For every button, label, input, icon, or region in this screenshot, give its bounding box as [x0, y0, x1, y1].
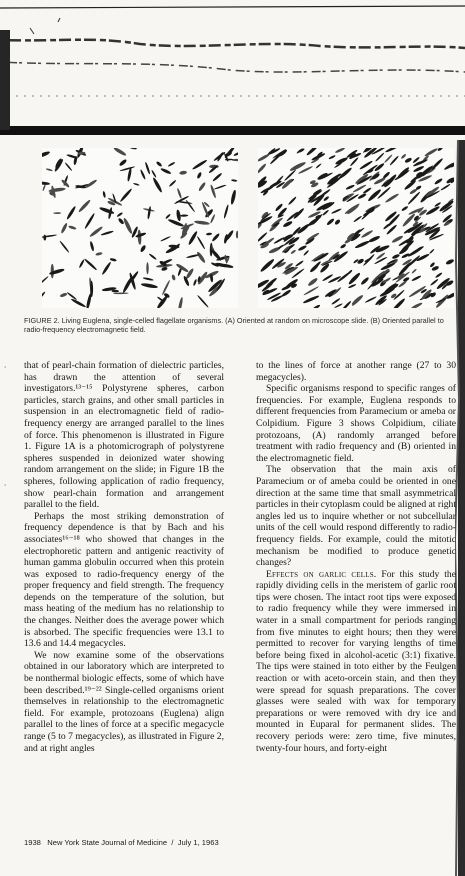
- issue-date: July 1, 1963: [177, 838, 219, 847]
- euglena-cell: [101, 261, 112, 275]
- euglena-cell: [312, 304, 321, 308]
- euglena-cell: [384, 154, 393, 163]
- euglena-cell: [42, 150, 51, 159]
- euglena-cell: [258, 232, 268, 243]
- euglena-cell: [196, 251, 206, 264]
- euglena-cell: [133, 183, 140, 186]
- euglena-cell: [122, 217, 133, 234]
- euglena-cell: [391, 297, 406, 308]
- figure-label: FIGURE 2.: [24, 316, 60, 325]
- euglena-cell: [334, 303, 343, 308]
- euglena-cell: [116, 212, 123, 218]
- margin-mark: ∙: [4, 480, 7, 490]
- euglena-cell: [210, 214, 216, 224]
- euglena-cell: [192, 159, 208, 170]
- euglena-cell: [374, 256, 388, 264]
- footer-separator: /: [171, 838, 174, 847]
- euglena-cell: [140, 244, 147, 252]
- euglena-cell: [89, 226, 104, 238]
- euglena-cell: [233, 151, 238, 156]
- journal-name: New York State Journal of Medicine: [47, 838, 168, 847]
- euglena-cell: [223, 204, 229, 218]
- margin-mark: ∙: [4, 362, 7, 372]
- euglena-cell: [307, 217, 319, 227]
- euglena-cell: [95, 252, 102, 256]
- euglena-cell: [407, 246, 424, 258]
- euglena-cell: [171, 274, 176, 281]
- euglena-cell: [211, 233, 220, 243]
- euglena-cell: [424, 148, 439, 157]
- figure-plate-a-random-euglena: [42, 148, 238, 308]
- euglena-cell: [176, 188, 182, 199]
- euglena-cell: [401, 205, 409, 211]
- euglena-cell: [85, 179, 98, 189]
- euglena-cell: [409, 188, 418, 195]
- euglena-cell: [413, 165, 425, 173]
- euglena-cell: [177, 297, 183, 308]
- euglena-cell: [179, 170, 187, 175]
- euglena-cell: [193, 279, 198, 286]
- euglena-cell: [307, 277, 318, 287]
- euglena-cell: [288, 196, 297, 205]
- euglena-cell: [156, 161, 163, 168]
- euglena-cell: [375, 152, 385, 162]
- figure-plate-b-oriented-euglena: [258, 148, 454, 308]
- euglena-cell: [434, 178, 443, 186]
- euglena-cell: [354, 240, 370, 249]
- euglena-cell: [214, 184, 227, 190]
- euglena-cell: [129, 148, 137, 150]
- euglena-cell: [99, 206, 115, 215]
- right-column: [256, 360, 456, 754]
- right-paragraph-garlic: [256, 569, 456, 755]
- euglena-cell: [401, 153, 407, 159]
- right-paragraph: Specific organisms respond to specific ranges of frequencies. For example, Euglena responds to different frequencies from Paramecium or ameba or Colpidium. Figure 3 shows Colpidium, ciliate protozoans, (A) randomly arranged before treatment with radio frequency and (B) oriented in the electromagnetic field.: [256, 383, 456, 464]
- euglena-cell: [113, 292, 129, 294]
- euglena-cell: [261, 237, 275, 248]
- figure-caption: [24, 316, 460, 334]
- euglena-cell: [210, 184, 217, 198]
- euglena-cell: [89, 241, 94, 252]
- euglena-cell: [345, 184, 355, 190]
- euglena-cell: [127, 167, 132, 181]
- euglena-cell: [194, 220, 210, 225]
- euglena-cell: [119, 188, 132, 203]
- euglena-cell: [187, 230, 198, 245]
- euglena-cell: [42, 291, 46, 299]
- euglena-cell: [258, 163, 267, 174]
- euglena-cell: [141, 282, 158, 288]
- euglena-cell: [230, 189, 237, 204]
- euglena-cell: [160, 236, 171, 242]
- euglena-cell: [84, 258, 98, 271]
- euglena-cell: [404, 157, 412, 164]
- euglena-cell: [112, 290, 119, 293]
- section-run-in-heading: Effects on garlic cells.: [266, 568, 377, 580]
- euglena-cell: [360, 276, 370, 285]
- euglena-cell: [59, 292, 67, 298]
- euglena-cell: [185, 199, 195, 212]
- left-paragraph: We now examine some of the observations obtained in our laboratory which are interpreted to be nonthermal biologic effects, some of which have been described.¹⁹⁻²² Single-celled organisms orient themselves in relationship to the electromagnetic field. For example, protozoans (Euglena) align parallel to the lines of force at a specific megacycle range (5 to 7 megacycles), as illustrated in Figure 2, and at right angles: [24, 649, 224, 754]
- left-column: [24, 360, 224, 754]
- euglena-cell: [398, 280, 408, 288]
- euglena-cell: [335, 156, 349, 165]
- euglena-cell: [198, 182, 207, 192]
- euglena-cell: [160, 167, 172, 175]
- right-paragraph: to the lines of force at another range (27 to 30 megacycles).: [256, 360, 456, 383]
- euglena-cell: [425, 205, 440, 216]
- euglena-cell: [429, 249, 435, 255]
- euglena-cell: [335, 148, 346, 154]
- euglena-cell: [361, 229, 374, 238]
- euglena-cell: [231, 179, 237, 182]
- euglena-cell: [362, 187, 372, 194]
- euglena-cell: [264, 260, 274, 268]
- euglena-cell: [186, 254, 200, 259]
- euglena-cell: [147, 206, 151, 219]
- euglena-cell: [169, 180, 177, 188]
- euglena-cell: [151, 170, 157, 178]
- euglena-cell: [146, 262, 148, 274]
- euglena-cell: [340, 243, 347, 249]
- euglena-cell: [46, 168, 53, 172]
- euglena-cell: [140, 169, 146, 180]
- euglena-cell: [117, 217, 124, 225]
- euglena-cell: [100, 230, 113, 236]
- euglena-cell: [84, 213, 96, 230]
- euglena-cell: [353, 215, 362, 222]
- euglena-cell: [66, 205, 77, 220]
- euglena-cell: [277, 244, 284, 250]
- euglena-cell: [42, 181, 50, 185]
- page-footer: [24, 838, 219, 847]
- euglena-cell: [102, 191, 106, 198]
- euglena-cell: [323, 196, 330, 202]
- euglena-cell: [273, 237, 285, 245]
- euglena-cell: [68, 225, 77, 230]
- euglena-cell: [161, 280, 170, 296]
- page-number: 1938: [24, 838, 41, 847]
- euglena-cell: [78, 259, 84, 268]
- euglena-cell: [326, 218, 335, 226]
- euglena-cell: [282, 220, 293, 228]
- euglena-cell: [435, 272, 443, 279]
- right-paragraph: The observation that the main axis of Paramecium or of ameba could be oriented in one direction at the same time that small asymmetrical particles in their cytoplasm could be aligned at right angles led us to inquire whether or not subcellular units of the cell would respond differently to radio-frequency fields. For example, could the mitotic mechanism be modified to produce genetic changes?: [256, 464, 456, 569]
- euglena-cell: [331, 208, 342, 214]
- euglena-cell: [70, 298, 86, 308]
- euglena-cell: [445, 258, 454, 265]
- euglena-cell: [334, 219, 341, 226]
- euglena-cell: [322, 209, 329, 216]
- figure-caption-text: Living Euglena, single-celled flagellate organisms. (A) Oriented at random on microscope slide. (B) Oriented parallel to radio-frequency electromagnetic field.: [24, 316, 444, 334]
- euglena-cell: [42, 184, 46, 191]
- scan-binding-edge: [0, 0, 465, 140]
- euglena-cell: [385, 148, 401, 153]
- euglena-cell: [303, 295, 320, 305]
- euglena-cell: [368, 235, 381, 243]
- euglena-cell: [357, 193, 367, 200]
- euglena-cell: [411, 275, 422, 282]
- euglena-cell: [365, 296, 377, 303]
- euglena-cell: [437, 148, 444, 152]
- euglena-cell: [404, 179, 417, 191]
- euglena-cell: [295, 260, 304, 267]
- euglena-cell: [411, 268, 417, 274]
- euglena-cell: [213, 151, 226, 162]
- euglena-cell: [143, 277, 154, 281]
- euglena-cell: [434, 202, 441, 208]
- euglena-cell: [384, 210, 397, 222]
- euglena-cell: [410, 302, 423, 308]
- euglena-cell: [197, 236, 206, 250]
- euglena-cell: [197, 295, 209, 308]
- euglena-cell: [392, 253, 401, 259]
- euglena-cell: [144, 162, 150, 175]
- euglena-cell: [391, 235, 403, 244]
- euglena-cell: [348, 272, 362, 286]
- euglena-cell: [152, 177, 163, 193]
- euglena-cell: [78, 199, 92, 213]
- euglena-cell: [331, 298, 341, 306]
- euglena-cell: [180, 214, 188, 217]
- euglena-cell: [394, 169, 410, 181]
- euglena-cell: [310, 260, 322, 272]
- euglena-cell: [212, 172, 223, 182]
- euglena-cell: [42, 276, 49, 288]
- euglena-cell: [167, 218, 184, 228]
- euglena-cell: [149, 253, 158, 260]
- left-paragraph: Perhaps the most striking demonstration of frequency dependence is that by Bach and his associates¹⁶⁻¹⁸ who showed that changes in the electrophoretic pattern and antigenic reactivity of human gamma globulin occurred when this protein was exposed to radio-frequency energy of the proper frequency and field strength. The frequency depends on the temperature of the solution, but mass heating of the medium has no relationship to the changes. Neither does the average power which is absorbed. The specific frequencies were 13.1 to 13.6 and 14.4 megacycles.: [24, 510, 224, 650]
- euglena-cell: [113, 148, 127, 157]
- euglena-cell: [303, 250, 309, 256]
- euglena-cell: [431, 157, 444, 170]
- euglena-cell: [53, 212, 61, 214]
- euglena-cell: [385, 193, 400, 204]
- euglena-cell: [85, 293, 92, 308]
- euglena-cell: [311, 152, 326, 161]
- euglena-cell: [430, 278, 439, 286]
- euglena-cell: [315, 163, 322, 169]
- euglena-cell: [43, 235, 46, 241]
- left-paragraph: that of pearl-chain formation of dielectric particles, has drawn the attention of several investigators.¹³⁻¹⁵ Polystyrene spheres, carbon particles, starch grains, and other small particles in suspension in an electromagnetic field of radio-frequency energy are arranged parallel to the lines of force. This phenomenon is illustrated in Figure 1. Figure 1A is a photomicrograph of polystyrene spheres suspended in deionized water showing random arrangement on the slide; in Figure 1B the spheres, following application of radio frequency, show pearl-chain formation and arrangement parallel to the field.: [24, 360, 224, 511]
- euglena-cell: [109, 258, 116, 262]
- euglena-cell: [175, 263, 189, 273]
- euglena-cell: [298, 245, 308, 252]
- section-text: For this study the rapidly dividing cells in the meristem of garlic root tips were chosen. The intact root tips were exposed to radio frequency while they were immersed in water in a small compartment for periods ranging from five minutes to eight hours; then they were permitted to recover for varying lengths of time before being fixed in alcohol-acetic (3:1) fixative. The tips were stained in toto either by the Feulgen reaction or with aceto-orcein stain, and then they were spread for squash preparations. The cover glasses were sealed with wax for temporary preparations or were removed with dry ice and mounted in Euparal for permanent slides. The recovery periods were: zero time, five minutes, twenty-four hours, and forty-eight: [256, 568, 456, 754]
- euglena-cell: [236, 231, 238, 239]
- euglena-cell: [118, 158, 127, 166]
- euglena-cell: [347, 269, 353, 275]
- euglena-cell: [290, 249, 296, 254]
- euglena-cell: [119, 166, 135, 172]
- euglena-cell: [407, 191, 421, 205]
- scan-right-edge: [455, 140, 465, 876]
- euglena-cell: [258, 153, 270, 162]
- euglena-cell: [328, 155, 336, 160]
- euglena-cell: [168, 161, 176, 167]
- euglena-cell: [196, 172, 202, 180]
- euglena-cell: [64, 162, 72, 171]
- euglena-cell: [206, 232, 212, 235]
- euglena-cell: [165, 213, 171, 219]
- euglena-cell: [303, 286, 319, 296]
- euglena-cell: [351, 294, 364, 306]
- euglena-cell: [347, 204, 360, 215]
- euglena-cell: [440, 183, 451, 191]
- euglena-cell: [59, 240, 70, 253]
- euglena-cell: [60, 222, 68, 234]
- euglena-cell: [357, 258, 365, 265]
